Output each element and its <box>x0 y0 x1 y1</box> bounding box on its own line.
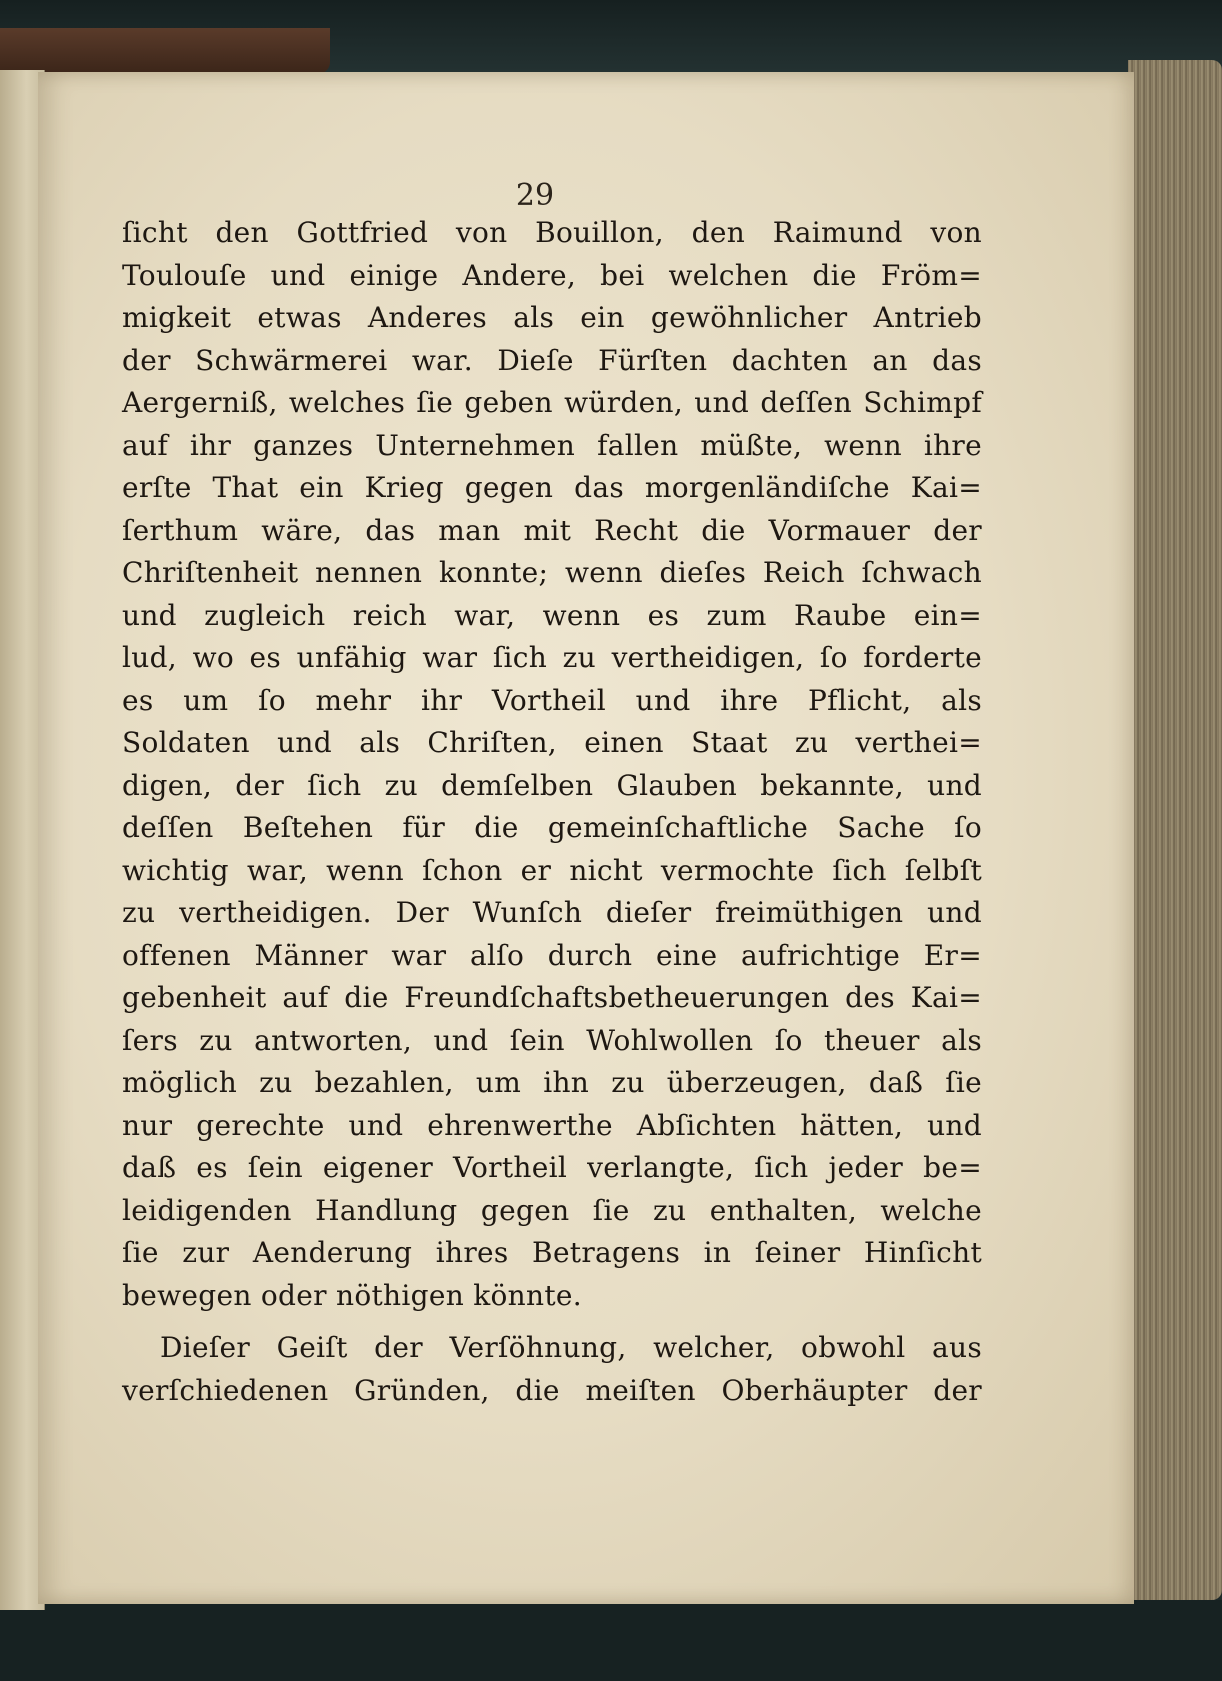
text-line: digen, der ſich zu demſelben Glauben bekannte, und <box>122 768 982 802</box>
text-line: Aergerniß, welches ſie geben würden, und deſſen Schimpf <box>122 386 982 419</box>
text-line: erſte That ein Krieg gegen das morgenländiſche Kai= <box>122 471 982 504</box>
text-line: nur gerechte und ehrenwerthe Abſichten hätten, und <box>122 1108 982 1142</box>
text-line: Soldaten und als Chriſten, einen Staat zu verthei= <box>122 726 982 759</box>
body-text <box>122 212 982 1412</box>
text-line: daß es ſein eigener Vortheil verlangte, ſich jeder be= <box>122 1151 982 1184</box>
text-line: lud, wo es unfähig war ſich zu vertheidigen, ſo forderte <box>122 641 982 674</box>
text-line: verſchiedenen Gründen, die meiſten Oberhäupter der <box>122 1373 982 1407</box>
paragraph <box>122 1327 982 1412</box>
binding-strap <box>0 28 330 74</box>
text-line: Dieſer Geiſt der Verſöhnung, welcher, obwohl aus <box>160 1331 982 1364</box>
paragraph <box>122 212 982 1317</box>
text-line: Chriſtenheit nennen konnte; wenn dieſes Reich ſchwach <box>122 556 982 589</box>
text-line: migkeit etwas Anderes als ein gewöhnlicher Antrieb <box>122 301 982 334</box>
text-line: wichtig war, wenn ſchon er nicht vermochte ſich ſelbſt <box>122 853 982 887</box>
text-line: der Schwärmerei war. Dieſe Fürſten dachten an das <box>122 343 982 377</box>
text-line: ſie zur Aenderung ihres Betragens in ſeiner Hinſicht <box>122 1236 982 1269</box>
page-block-edges <box>1128 60 1222 1600</box>
page-number: 29 <box>515 178 555 213</box>
text-line: gebenheit auf die Freundſchaftsbetheuerungen des Kai= <box>122 981 982 1014</box>
text-line: es um ſo mehr ihr Vortheil und ihre Pflicht, als <box>122 683 982 717</box>
text-line: auf ihr ganzes Unternehmen fallen müßte, wenn ihre <box>122 428 982 462</box>
text-line: bewegen oder nöthigen könnte. <box>122 1278 582 1312</box>
text-line: deſſen Beſtehen für die gemeinſchaftliche Sache ſo <box>122 811 982 844</box>
text-line: ſerthum wäre, das man mit Recht die Vormauer der <box>122 513 982 547</box>
text-line: ſicht den Gottfried von Bouillon, den Raimund von <box>122 216 982 249</box>
text-line: leidigenden Handlung gegen ſie zu enthalten, welche <box>122 1193 982 1227</box>
text-line: ſers zu antworten, und ſein Wohlwollen ſo theuer als <box>122 1023 982 1057</box>
text-line: Toulouſe und einige Andere, bei welchen die Fröm= <box>122 258 982 292</box>
text-line: offenen Männer war alſo durch eine aufrichtige Er= <box>122 938 982 972</box>
text-line: zu vertheidigen. Der Wunſch dieſer freimüthigen und <box>122 896 982 929</box>
text-line: möglich zu bezahlen, um ihn zu überzeugen, daß ſie <box>122 1066 982 1099</box>
text-line: und zugleich reich war, wenn es zum Raube ein= <box>122 598 982 632</box>
scan-background-bottom <box>0 1600 1222 1681</box>
